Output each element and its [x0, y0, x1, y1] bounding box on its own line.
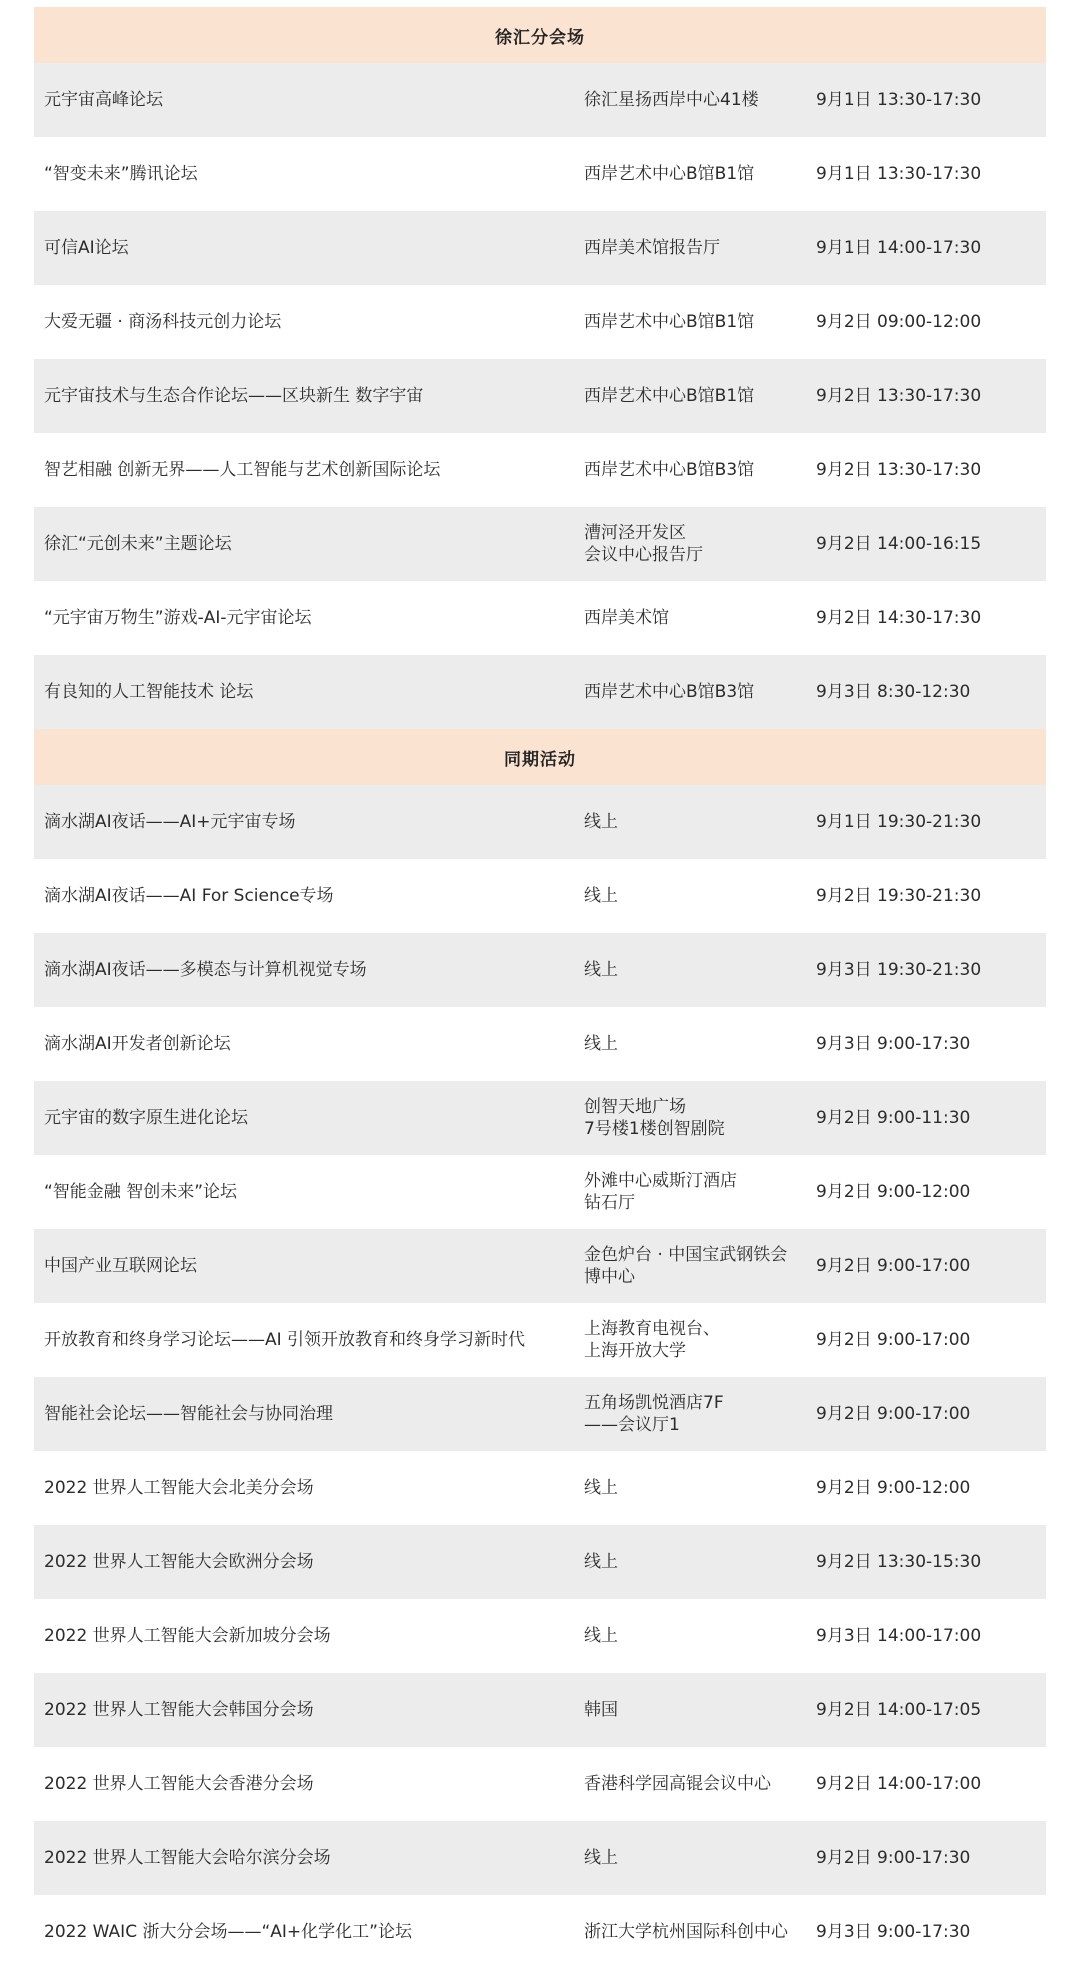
event-venue — [574, 1773, 804, 1795]
event-time: 9月1日 19:30-21:30 — [816, 812, 982, 832]
event-name: 2022 世界人工智能大会哈尔滨分会场 — [44, 1848, 331, 1868]
venue-line: 上海教育电视台、 — [584, 1319, 720, 1339]
table-row — [34, 1081, 1046, 1155]
event-name: 开放教育和终身学习论坛——AI 引领开放教育和终身学习新时代 — [44, 1330, 526, 1350]
event-venue — [574, 811, 804, 833]
table-row — [34, 137, 1046, 211]
event-name: 有良知的人工智能技术 论坛 — [44, 682, 254, 702]
venue-line: 上海开放大学 — [584, 1341, 686, 1361]
table-row — [34, 581, 1046, 655]
table-row — [34, 1747, 1046, 1821]
table-row — [34, 1229, 1046, 1303]
table-row — [34, 1155, 1046, 1229]
event-name: 2022 WAIC 浙大分会场——“AI+化学化工”论坛 — [44, 1922, 412, 1942]
venue-line: 金色炉台 · 中国宝武钢铁会 — [584, 1245, 788, 1265]
event-name: “智能金融 智创未来”论坛 — [44, 1182, 238, 1202]
table-row — [34, 1525, 1046, 1599]
event-time: 9月2日 9:00-17:30 — [816, 1848, 971, 1868]
table-row — [34, 1303, 1046, 1377]
event-venue — [574, 522, 804, 566]
table-row — [34, 1599, 1046, 1673]
venue-line: 线上 — [584, 1626, 618, 1646]
event-time: 9月2日 14:00-16:15 — [816, 534, 982, 554]
table-row — [34, 785, 1046, 859]
venue-line: 五角场凯悦酒店7F — [584, 1393, 724, 1413]
event-time: 9月2日 9:00-17:00 — [816, 1330, 971, 1350]
event-venue — [574, 385, 804, 407]
table-row — [34, 1673, 1046, 1747]
event-venue — [574, 1921, 804, 1943]
venue-line: 会议中心报告厅 — [584, 545, 703, 565]
table-row — [34, 933, 1046, 1007]
venue-line: 西岸艺术中心B馆B1馆 — [584, 312, 755, 332]
event-name: 2022 世界人工智能大会北美分会场 — [44, 1478, 314, 1498]
event-venue — [574, 1318, 804, 1362]
venue-line: 钻石厅 — [584, 1193, 635, 1213]
venue-line: 线上 — [584, 1552, 618, 1572]
venue-line: 浙江大学杭州国际科创中心 — [584, 1922, 788, 1942]
event-name: 滴水湖AI夜话——AI For Science专场 — [44, 886, 334, 906]
table-row — [34, 63, 1046, 137]
event-time: 9月2日 13:30-17:30 — [816, 386, 982, 406]
event-time: 9月2日 9:00-11:30 — [816, 1108, 971, 1128]
venue-line: 香港科学园高锟会议中心 — [584, 1774, 771, 1794]
event-time: 9月3日 9:00-17:30 — [816, 1034, 971, 1054]
section-header: 徐汇分会场 — [34, 7, 1046, 63]
venue-line: 西岸艺术中心B馆B3馆 — [584, 682, 755, 702]
event-name: 元宇宙技术与生态合作论坛——区块新生 数字宇宙 — [44, 386, 424, 406]
event-name: 中国产业互联网论坛 — [44, 1256, 197, 1276]
event-time: 9月1日 13:30-17:30 — [816, 90, 982, 110]
table-row — [34, 211, 1046, 285]
event-venue — [574, 237, 804, 259]
event-name: 智艺相融 创新无界——人工智能与艺术创新国际论坛 — [44, 460, 441, 480]
event-venue — [574, 607, 804, 629]
event-time: 9月2日 14:00-17:05 — [816, 1700, 982, 1720]
venue-line: 西岸艺术中心B馆B1馆 — [584, 386, 755, 406]
event-name: 2022 世界人工智能大会香港分会场 — [44, 1774, 314, 1794]
table-row — [34, 655, 1046, 729]
event-time: 9月2日 14:30-17:30 — [816, 608, 982, 628]
event-venue — [574, 1392, 804, 1436]
venue-line: ——会议厅1 — [584, 1415, 680, 1435]
event-venue — [574, 1033, 804, 1055]
venue-line: 西岸美术馆报告厅 — [584, 238, 720, 258]
event-venue — [574, 959, 804, 981]
event-name: 可信AI论坛 — [44, 238, 129, 258]
event-time: 9月2日 9:00-17:00 — [816, 1404, 971, 1424]
table-row — [34, 1007, 1046, 1081]
event-time: 9月3日 8:30-12:30 — [816, 682, 971, 702]
event-time: 9月1日 13:30-17:30 — [816, 164, 982, 184]
venue-line: 西岸艺术中心B馆B1馆 — [584, 164, 755, 184]
event-name: 2022 世界人工智能大会欧洲分会场 — [44, 1552, 314, 1572]
event-time: 9月2日 14:00-17:00 — [816, 1774, 982, 1794]
table-row — [34, 359, 1046, 433]
venue-line: 创智天地广场 — [584, 1097, 686, 1117]
event-name: 元宇宙高峰论坛 — [44, 90, 163, 110]
event-venue — [574, 885, 804, 907]
event-name: 元宇宙的数字原生进化论坛 — [44, 1108, 248, 1128]
event-venue — [574, 311, 804, 333]
event-venue — [574, 1551, 804, 1573]
event-venue — [574, 1244, 804, 1288]
venue-line: 线上 — [584, 812, 618, 832]
venue-line: 线上 — [584, 1848, 618, 1868]
table-row — [34, 433, 1046, 507]
event-name: “元宇宙万物生”游戏-AI-元宇宙论坛 — [44, 608, 312, 628]
event-time: 9月3日 14:00-17:00 — [816, 1626, 982, 1646]
venue-line: 博中心 — [584, 1267, 635, 1287]
event-venue — [574, 1847, 804, 1869]
event-time: 9月2日 13:30-17:30 — [816, 460, 982, 480]
table-row — [34, 1895, 1046, 1969]
event-name: 智能社会论坛——智能社会与协同治理 — [44, 1404, 333, 1424]
event-venue — [574, 1096, 804, 1140]
venue-line: 线上 — [584, 886, 618, 906]
event-name: 滴水湖AI夜话——多模态与计算机视觉专场 — [44, 960, 367, 980]
event-name: 滴水湖AI开发者创新论坛 — [44, 1034, 231, 1054]
venue-line: 西岸艺术中心B馆B3馆 — [584, 460, 755, 480]
table-row — [34, 1377, 1046, 1451]
event-venue — [574, 681, 804, 703]
schedule-table — [34, 7, 1046, 1969]
event-name: 大爱无疆 · 商汤科技元创力论坛 — [44, 312, 282, 332]
event-venue — [574, 459, 804, 481]
venue-line: 线上 — [584, 1034, 618, 1054]
event-name: 滴水湖AI夜话——AI+元宇宙专场 — [44, 812, 296, 832]
event-name: 2022 世界人工智能大会新加坡分会场 — [44, 1626, 331, 1646]
event-venue — [574, 1699, 804, 1721]
venue-line: 线上 — [584, 1478, 618, 1498]
event-name: “智变未来”腾讯论坛 — [44, 164, 198, 184]
venue-line: 徐汇星扬西岸中心41楼 — [584, 90, 759, 110]
table-row — [34, 859, 1046, 933]
venue-line: 韩国 — [584, 1700, 618, 1720]
event-venue — [574, 1477, 804, 1499]
event-time: 9月3日 19:30-21:30 — [816, 960, 982, 980]
event-time: 9月2日 13:30-15:30 — [816, 1552, 982, 1572]
venue-line: 7号楼1楼创智剧院 — [584, 1119, 725, 1139]
venue-line: 西岸美术馆 — [584, 608, 669, 628]
event-time: 9月2日 19:30-21:30 — [816, 886, 982, 906]
event-name: 徐汇“元创未来”主题论坛 — [44, 534, 232, 554]
venue-line: 漕河泾开发区 — [584, 523, 686, 543]
table-row — [34, 1821, 1046, 1895]
table-row — [34, 285, 1046, 359]
event-name: 2022 世界人工智能大会韩国分会场 — [44, 1700, 314, 1720]
event-time: 9月2日 9:00-17:00 — [816, 1256, 971, 1276]
event-venue — [574, 1170, 804, 1214]
event-time: 9月2日 9:00-12:00 — [816, 1182, 971, 1202]
section-header: 同期活动 — [34, 729, 1046, 785]
table-row — [34, 507, 1046, 581]
event-time: 9月3日 9:00-17:30 — [816, 1922, 971, 1942]
event-time: 9月1日 14:00-17:30 — [816, 238, 982, 258]
event-time: 9月2日 09:00-12:00 — [816, 312, 982, 332]
event-venue — [574, 163, 804, 185]
event-venue — [574, 89, 804, 111]
table-row — [34, 1451, 1046, 1525]
venue-line: 外滩中心威斯汀酒店 — [584, 1171, 737, 1191]
event-venue — [574, 1625, 804, 1647]
event-time: 9月2日 9:00-12:00 — [816, 1478, 971, 1498]
venue-line: 线上 — [584, 960, 618, 980]
